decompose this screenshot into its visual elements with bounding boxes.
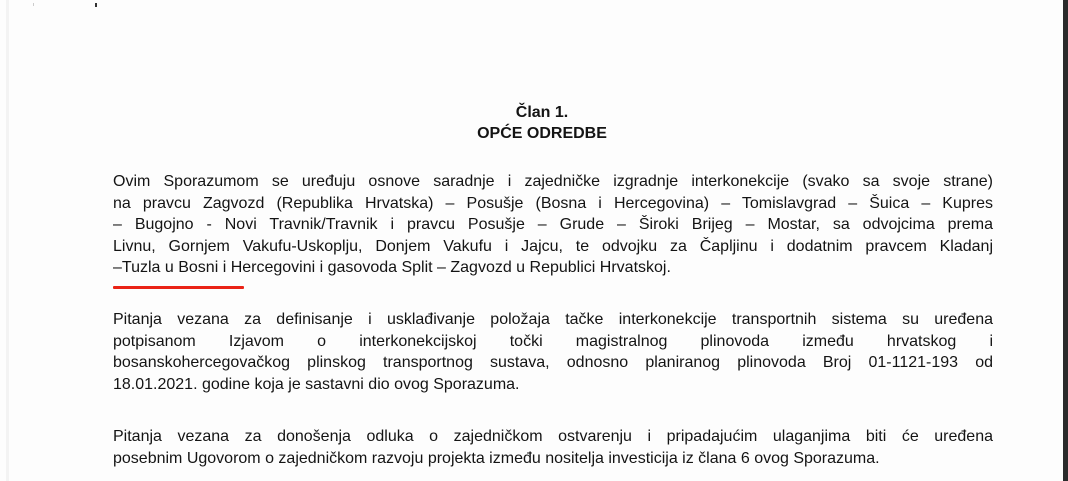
scan-artifact	[33, 3, 34, 6]
paragraph-line: potpisanom Izjavom o interkonekcijskoj točki magistralnog plinovoda između hrvatskog i	[113, 332, 993, 350]
article-number: Član 1.	[515, 104, 569, 121]
paragraph-3	[113, 426, 993, 469]
paragraph-line: Ovim Sporazumom se uređuju osnove saradnje i zajedničke izgradnje interkonekcije (svako sa svoje strane)	[113, 173, 993, 190]
paragraph-line: bosanskohercegovačkog plinskog transportnog sustava, odnosno planiranog plinovoda Broj 01-1121-193 od	[113, 354, 993, 371]
paragraph-line: –Tuzla u Bosni i Hercegovini i gasovoda Split – Zagvozd u Republici Hrvatskoj.	[113, 259, 671, 276]
scan-artifact	[95, 3, 97, 7]
paragraph-2	[113, 309, 993, 395]
scan-left-edge	[6, 0, 9, 481]
paragraph-line: 18.01.2021. godine koja je sastavni dio ovog Sporazuma.	[113, 375, 520, 393]
paragraph-line: Livnu, Gornjem Vakufu-Uskoplju, Donjem Vakufu i Jajcu, te odvojku za Čapljinu i dodatnim pravcem Kladanj	[113, 237, 993, 255]
red-underline-annotation	[113, 286, 244, 289]
paragraph-line: – Bugojno - Novi Travnik/Travnik i pravcu Posušje – Grude – Široki Brijeg – Mostar, sa odvojcima prema	[113, 216, 993, 233]
paragraph-line: na pravcu Zagvozd (Republika Hrvatska) – Posušje (Bosna i Hercegovina) – Tomislavgrad – Šuica – Kupres	[113, 194, 993, 212]
paragraph-1	[113, 171, 993, 279]
article-title: OPĆE ODREDBE	[477, 125, 607, 142]
paragraph-line: Pitanja vezana za donošenja odluka o zajedničkom ostvarenju i pripadajućim ulaganjima biti će uređena	[113, 428, 993, 445]
paragraph-line: posebnim Ugovorom o zajedničkom razvoju projekta između nositelja investicija iz člana 6 ovog Sporazuma.	[113, 449, 880, 467]
paragraph-line: Pitanja vezana za definisanje i usklađivanje položaja tačke interkonekcije transportnih sistema su uređena	[113, 311, 993, 328]
scan-right-edge	[1063, 0, 1068, 481]
